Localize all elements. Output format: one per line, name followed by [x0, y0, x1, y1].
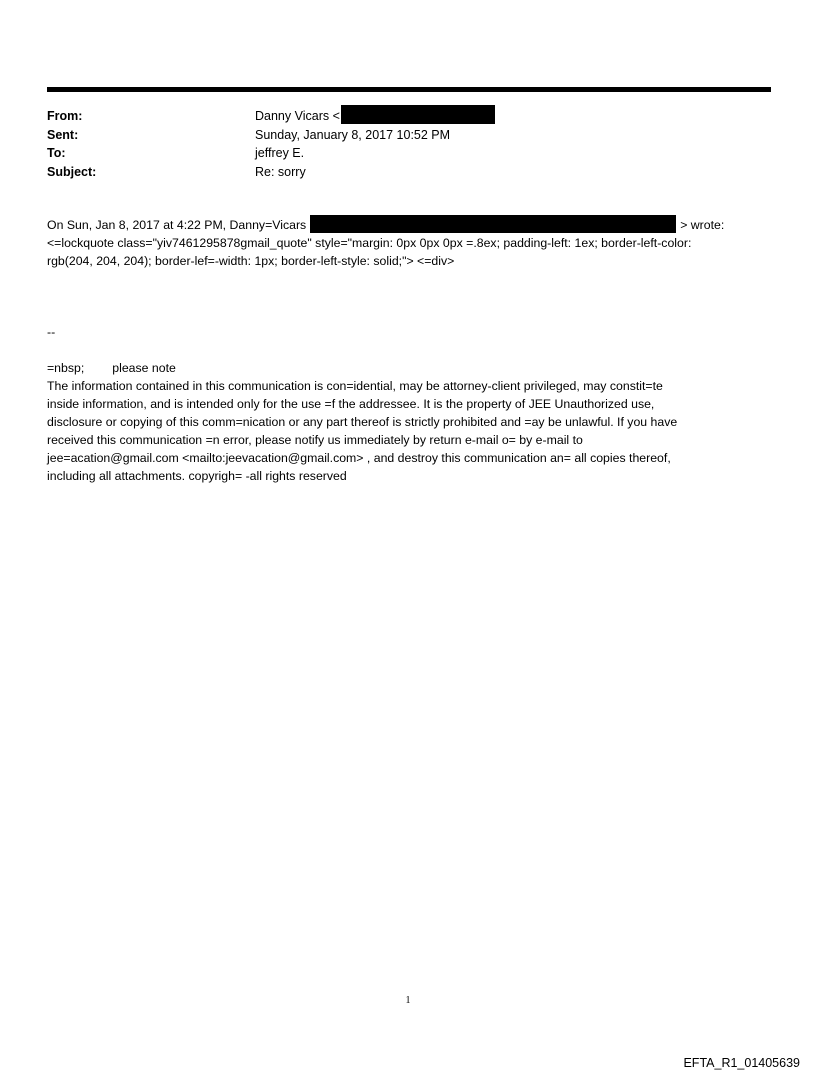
nbsp-text: =nbsp;	[47, 361, 85, 375]
sent-label: Sent:	[47, 127, 79, 142]
notice-title: please note	[112, 361, 176, 375]
from-label: From:	[47, 109, 83, 123]
from-value	[255, 107, 495, 126]
notice-line: received this communication =n error, please notify us immediately by return e-mail o= by e-mail to	[47, 433, 583, 447]
notice-line: including all attachments. copyrigh= -all rights reserved	[47, 469, 347, 483]
quote-wrote: > wrote:	[680, 218, 725, 232]
redaction-box	[341, 105, 495, 124]
subject-row	[47, 163, 771, 182]
sent-value: Sunday, January 8, 2017 10:52 PM	[255, 127, 451, 142]
notice-line: disclosure or copying of this comm=nication or any part thereof is strictly prohibited and =ay be unlawful. If you have	[47, 415, 678, 429]
confidentiality-notice	[47, 359, 771, 485]
redaction-box	[310, 215, 676, 233]
body-line: rgb(204, 204, 204); border-lef=-width: 1px; border-left-style: solid;"> <=div>	[47, 254, 455, 268]
page-number: 1	[405, 995, 411, 1006]
quote-intro-line	[47, 216, 771, 234]
email-body	[47, 216, 771, 270]
sent-row	[47, 126, 771, 145]
to-value: jeffrey E.	[255, 146, 305, 160]
notice-line: jee=acation@gmail.com <mailto:jeevacation@gmail.com> , and destroy this communication an= all copies thereof,	[47, 451, 671, 465]
email-header	[47, 107, 771, 181]
signature-separator: --	[47, 325, 56, 339]
to-label: To:	[47, 146, 66, 160]
notice-title-line	[47, 359, 771, 377]
subject-value: Re: sorry	[255, 164, 306, 179]
header-divider	[47, 87, 771, 92]
from-sender: Danny Vicars <	[255, 109, 340, 123]
to-row	[47, 144, 771, 163]
document-id: EFTA_R1_01405639	[683, 1056, 800, 1070]
from-row	[47, 107, 771, 126]
subject-label: Subject:	[47, 164, 97, 179]
notice-line: The information contained in this communication is con=idential, may be attorney-client privileged, may constit=te	[47, 379, 663, 393]
quote-intro: On Sun, Jan 8, 2017 at 4:22 PM, Danny=Vicars	[47, 218, 307, 232]
body-line: <=lockquote class="yiv7461295878gmail_quote" style="margin: 0px 0px 0px =.8ex; padding-left: 1ex; border-left-color:	[47, 236, 692, 250]
notice-line: inside information, and is intended only for the use =f the addressee. It is the property of JEE Unauthorized use,	[47, 397, 655, 411]
